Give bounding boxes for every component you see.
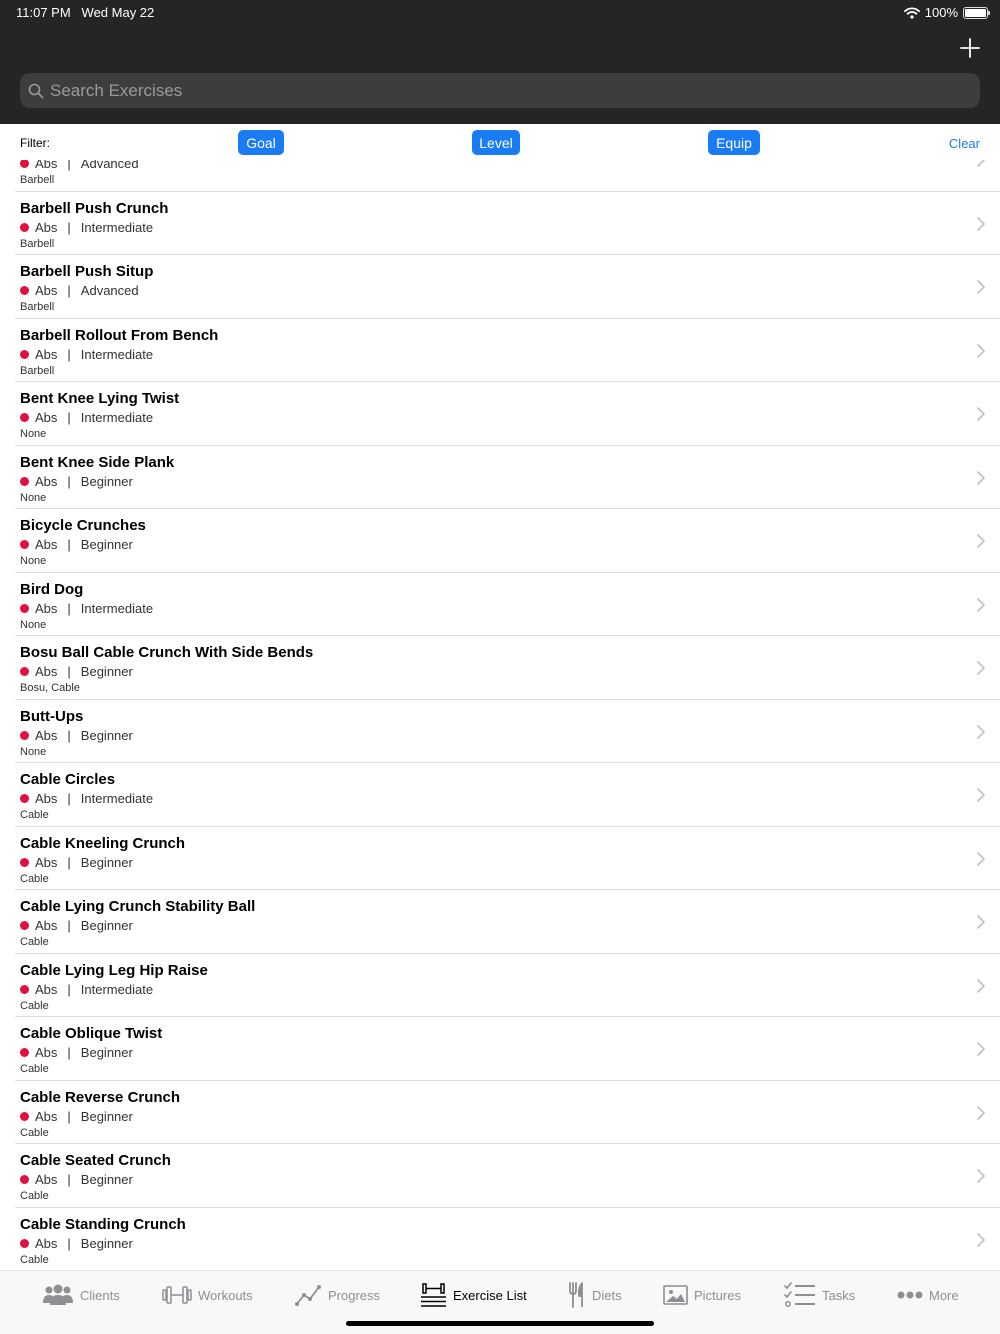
list-item[interactable] <box>15 255 1000 319</box>
chevron-right-icon <box>976 787 986 803</box>
separator: | <box>67 473 71 489</box>
exercise-muscle: Abs <box>35 664 58 679</box>
exercise-equipment: Cable <box>20 1253 49 1266</box>
list-item[interactable] <box>15 1081 1000 1145</box>
exercise-meta <box>20 410 153 425</box>
separator: | <box>67 1045 71 1060</box>
exercise-equipment: None <box>20 555 47 567</box>
clear-filter-button[interactable]: Clear <box>948 136 980 151</box>
list-item[interactable] <box>15 382 1000 446</box>
exercise-name: Bent Knee Side Plank <box>20 453 175 471</box>
muscle-color-dot <box>20 160 29 168</box>
chevron-right-icon <box>976 597 986 613</box>
exercise-meta <box>20 982 153 997</box>
chevron-right-icon <box>976 1105 986 1121</box>
exercise-equipment: Barbell <box>20 364 55 377</box>
exercise-level: Beginner <box>80 1235 133 1251</box>
picture-icon <box>663 1285 688 1305</box>
list-item[interactable] <box>15 763 1000 827</box>
tab-label: Diets <box>592 1287 622 1303</box>
chevron-right-icon <box>976 978 986 994</box>
chevron-right-icon <box>976 914 986 930</box>
dumbbell-icon <box>162 1285 192 1305</box>
exercise-name: Cable Oblique Twist <box>20 1025 163 1042</box>
separator: | <box>67 854 71 870</box>
list-item[interactable] <box>15 827 1000 891</box>
exercise-level: Beginner <box>80 537 133 552</box>
progress-icon <box>294 1283 322 1307</box>
muscle-color-dot <box>20 286 29 295</box>
exercise-equipment: Cable <box>20 872 49 885</box>
separator: | <box>67 1108 71 1124</box>
separator: | <box>67 219 71 235</box>
exercise-muscle: Abs <box>35 918 58 933</box>
exercise-meta <box>20 347 153 362</box>
list-item[interactable] <box>15 573 1000 637</box>
exercise-level: Beginner <box>80 727 133 743</box>
filter-bar <box>0 124 1000 160</box>
exercise-list-content <box>0 160 1000 1270</box>
separator: | <box>67 160 71 171</box>
tab-label: Pictures <box>694 1287 741 1303</box>
status-date: Wed May 22 <box>81 5 155 20</box>
exercise-meta <box>20 855 133 870</box>
exercise-equipment: Barbell <box>20 174 55 186</box>
add-exercise-button[interactable] <box>958 36 982 60</box>
exercise-level: Beginner <box>80 854 133 870</box>
list-item[interactable] <box>15 636 1000 700</box>
tab-progress[interactable] <box>294 1281 380 1309</box>
separator: | <box>67 537 71 552</box>
tab-label: Clients <box>80 1287 120 1303</box>
tab-exercise-list[interactable] <box>420 1281 527 1309</box>
exercise-muscle: Abs <box>35 1108 58 1124</box>
tab-diets[interactable] <box>568 1281 622 1309</box>
exercise-name: Cable Standing Crunch <box>20 1215 186 1233</box>
list-item[interactable] <box>15 954 1000 1018</box>
exercise-muscle: Abs <box>35 537 58 552</box>
exercise-muscle: Abs <box>35 600 58 616</box>
exercise-meta <box>20 1172 133 1187</box>
exercise-equipment: Barbell <box>20 301 55 313</box>
exercise-muscle: Abs <box>35 1235 58 1251</box>
separator: | <box>67 791 71 806</box>
exercise-muscle: Abs <box>35 1045 58 1060</box>
exercise-muscle: Abs <box>35 160 58 171</box>
fork-knife-icon <box>568 1282 586 1308</box>
exercise-equipment: Cable <box>20 809 49 821</box>
exercise-level: Advanced <box>80 283 139 298</box>
separator: | <box>67 600 71 616</box>
muscle-color-dot <box>20 1048 29 1057</box>
chevron-right-icon <box>976 160 986 168</box>
exercise-meta <box>20 601 153 616</box>
filter-label: Filter: <box>20 136 50 150</box>
tab-tasks[interactable] <box>784 1281 855 1309</box>
search-bar[interactable] <box>20 73 980 108</box>
exercise-muscle: Abs <box>35 410 58 425</box>
chevron-right-icon <box>976 533 986 549</box>
list-item[interactable] <box>15 160 1000 192</box>
exercise-equipment: None <box>20 745 47 758</box>
exercise-equipment: Cable <box>20 999 49 1012</box>
list-item[interactable] <box>15 1144 1000 1208</box>
exercise-name: Cable Lying Leg Hip Raise <box>20 961 208 979</box>
separator: | <box>67 727 71 743</box>
exercise-muscle: Abs <box>35 1172 58 1187</box>
search-input[interactable] <box>44 73 980 108</box>
exercise-equipment: Barbell <box>20 237 55 250</box>
muscle-color-dot <box>20 985 29 994</box>
muscle-color-dot <box>20 1239 29 1248</box>
exercise-equipment: Cable <box>20 1126 49 1139</box>
exercise-name: Barbell Push Crunch <box>20 199 169 217</box>
muscle-color-dot <box>20 921 29 930</box>
exercise-name: Cable Lying Crunch Stability Ball <box>20 898 256 915</box>
separator: | <box>67 918 71 933</box>
muscle-color-dot <box>20 477 29 486</box>
list-item[interactable] <box>15 509 1000 573</box>
exercise-meta <box>20 664 133 679</box>
tab-label: Exercise List <box>453 1287 527 1303</box>
chevron-right-icon <box>976 343 986 359</box>
muscle-color-dot <box>20 413 29 422</box>
exercise-name: Cable Seated Crunch <box>20 1152 171 1169</box>
muscle-color-dot <box>20 1112 29 1121</box>
exercise-equipment: Bosu, Cable <box>20 682 80 694</box>
exercise-muscle: Abs <box>35 981 58 997</box>
separator: | <box>67 346 71 362</box>
muscle-color-dot <box>20 1175 29 1184</box>
exercise-name: Barbell Push Situp <box>20 263 154 280</box>
level-filter-button[interactable]: Level <box>472 130 520 155</box>
list-item[interactable] <box>15 446 1000 510</box>
chevron-right-icon <box>976 279 986 295</box>
clients-icon <box>42 1283 74 1307</box>
exercise-name: Barbell Rollout From Bench <box>20 326 219 344</box>
exercise-name: Bicycle Crunches <box>20 517 146 534</box>
list-item[interactable] <box>15 700 1000 764</box>
chevron-right-icon <box>976 1168 986 1184</box>
exercise-equipment: None <box>20 491 47 504</box>
muscle-color-dot <box>20 858 29 867</box>
tab-label: Progress <box>328 1287 381 1303</box>
exercise-level: Intermediate <box>80 981 154 997</box>
exercise-meta <box>20 283 139 298</box>
chevron-right-icon <box>976 406 986 422</box>
muscle-color-dot <box>20 540 29 549</box>
wifi-icon <box>904 7 920 19</box>
exercise-meta <box>20 537 133 552</box>
exercise-equipment: Cable <box>20 1190 49 1202</box>
more-icon <box>897 1290 923 1300</box>
muscle-color-dot <box>20 794 29 803</box>
battery-percent: 100% <box>924 5 958 20</box>
exercise-list-icon <box>420 1282 447 1308</box>
exercise-name: Cable Kneeling Crunch <box>20 834 186 852</box>
tab-label: Workouts <box>198 1287 253 1303</box>
exercise-muscle: Abs <box>35 346 58 362</box>
exercise-equipment: Cable <box>20 1063 49 1075</box>
tab-more[interactable] <box>897 1281 959 1309</box>
tab-label: More <box>929 1287 959 1303</box>
exercise-meta <box>20 220 153 235</box>
exercise-level: Intermediate <box>80 791 154 806</box>
status-indicators <box>904 5 988 20</box>
exercise-level: Beginner <box>80 1172 133 1187</box>
exercise-name: Cable Reverse Crunch <box>20 1088 181 1106</box>
search-icon <box>28 83 44 99</box>
list-item[interactable] <box>15 192 1000 256</box>
exercise-meta <box>20 160 139 171</box>
exercise-equipment: None <box>20 428 47 440</box>
exercise-list[interactable] <box>0 160 1000 1270</box>
exercise-level: Intermediate <box>80 346 154 362</box>
goal-filter-button[interactable]: Goal <box>238 130 284 155</box>
exercise-equipment: None <box>20 618 47 631</box>
separator: | <box>67 1235 71 1251</box>
exercise-muscle: Abs <box>35 219 58 235</box>
tab-workouts[interactable] <box>162 1281 253 1309</box>
exercise-level: Beginner <box>80 664 133 679</box>
exercise-name: Bent Knee Lying Twist <box>20 390 180 407</box>
muscle-color-dot <box>20 667 29 676</box>
equip-filter-button[interactable]: Equip <box>708 130 760 155</box>
tasks-icon <box>784 1282 816 1308</box>
exercise-meta <box>20 728 133 743</box>
battery-fill <box>965 9 986 17</box>
separator: | <box>67 664 71 679</box>
separator: | <box>67 410 71 425</box>
exercise-equipment: Cable <box>20 936 49 948</box>
exercise-level: Beginner <box>80 1045 133 1060</box>
tab-clients[interactable] <box>42 1281 120 1309</box>
chevron-right-icon <box>976 1232 986 1248</box>
exercise-level: Beginner <box>80 918 133 933</box>
exercise-meta <box>20 918 133 933</box>
exercise-muscle: Abs <box>35 791 58 806</box>
battery-icon <box>963 7 988 19</box>
exercise-meta <box>20 1045 133 1060</box>
chevron-right-icon <box>976 724 986 740</box>
muscle-color-dot <box>20 223 29 232</box>
exercise-name: Butt-Ups <box>20 707 84 725</box>
home-indicator <box>346 1321 654 1326</box>
chevron-right-icon <box>976 851 986 867</box>
list-item[interactable] <box>15 890 1000 954</box>
exercise-level: Advanced <box>80 160 139 171</box>
exercise-level: Beginner <box>80 1108 133 1124</box>
list-item[interactable] <box>15 1017 1000 1081</box>
exercise-name: Cable Circles <box>20 771 116 788</box>
exercise-meta <box>20 1236 133 1251</box>
exercise-level: Intermediate <box>80 410 154 425</box>
separator: | <box>67 1172 71 1187</box>
status-time <box>16 5 154 20</box>
exercise-level: Intermediate <box>80 600 154 616</box>
muscle-color-dot <box>20 604 29 613</box>
status-clock: 11:07 PM <box>16 5 71 20</box>
exercise-name: Bosu Ball Cable Crunch With Side Bends <box>20 644 314 661</box>
tab-pictures[interactable] <box>663 1281 741 1309</box>
exercise-muscle: Abs <box>35 727 58 743</box>
tab-label: Tasks <box>822 1287 856 1303</box>
exercise-muscle: Abs <box>35 854 58 870</box>
chevron-right-icon <box>976 470 986 486</box>
list-item[interactable] <box>15 1208 1000 1271</box>
exercise-muscle: Abs <box>35 473 58 489</box>
separator: | <box>67 981 71 997</box>
muscle-color-dot <box>20 350 29 359</box>
exercise-meta <box>20 1109 133 1124</box>
exercise-meta <box>20 474 133 489</box>
separator: | <box>67 283 71 298</box>
list-item[interactable] <box>15 319 1000 383</box>
muscle-color-dot <box>20 731 29 740</box>
exercise-meta <box>20 791 153 806</box>
exercise-muscle: Abs <box>35 283 58 298</box>
chevron-right-icon <box>976 216 986 232</box>
chevron-right-icon <box>976 660 986 676</box>
exercise-level: Beginner <box>80 473 133 489</box>
chevron-right-icon <box>976 1041 986 1057</box>
exercise-name: Bird Dog <box>20 580 84 598</box>
header <box>0 0 1000 124</box>
exercise-level: Intermediate <box>80 219 154 235</box>
